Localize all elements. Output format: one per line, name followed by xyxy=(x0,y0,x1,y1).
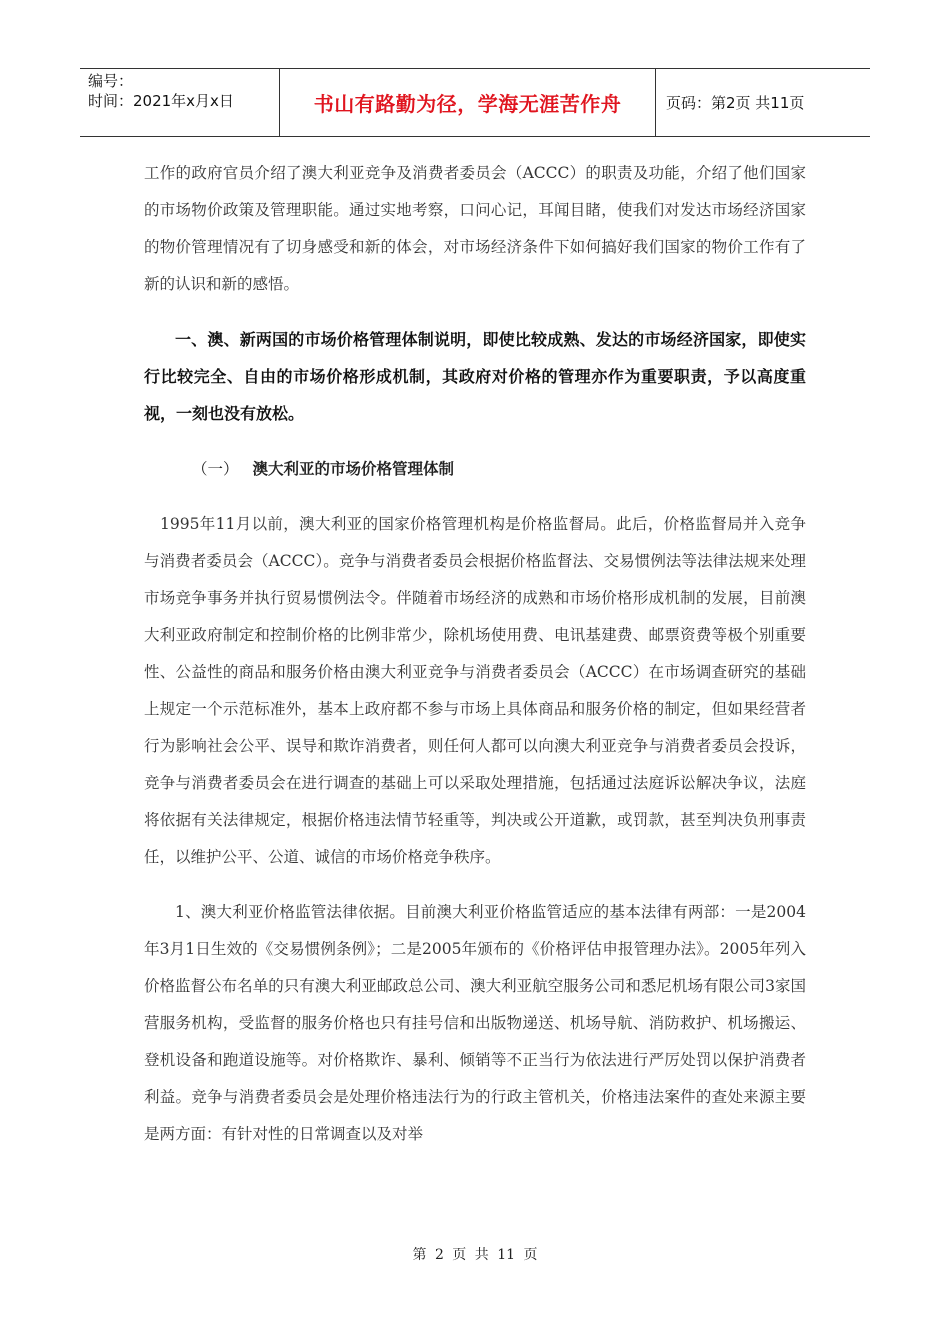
footer-page-number: 第 2 页 共 11 页 xyxy=(412,1247,538,1263)
header-motto-cell xyxy=(280,69,656,136)
paragraph-legal-basis: 1、澳大利亚价格监管法律依据。目前澳大利亚价格监管适应的基本法律有两部：一是2004年3月1日生效的《交易惯例条例》；二是2005年颁布的《价格评估申报管理办法》。2005年列入价格监督公布名单的只有澳大利亚邮政总公司、澳大利亚航空服务公司和悉尼机场有限公司3家国营服务机构，受监督的服务价格也只有挂号信和出版物递送、机场导航、消防救护、机场搬运、登机设备和跑道设施等。对价格欺诈、暴利、倾销等不正当行为依法进行严厉处罚以保护消费者利益。竞争与消费者委员会是处理价格违法行为的行政主管机关，价格违法案件的查处来源主要是两方面：有针对性的日常调查以及对举 xyxy=(144,903,806,1143)
header-page-info xyxy=(656,69,870,136)
page-footer xyxy=(0,1244,950,1264)
document-body xyxy=(144,155,806,1153)
header-motto: 书山有路勤为径，学海无涯苦作舟 xyxy=(313,92,622,116)
header-meta xyxy=(80,69,280,136)
subsection-title: 澳大利亚的市场价格管理体制 xyxy=(252,459,455,478)
section-heading-1: 一、澳、新两国的市场价格管理体制说明，即使比较成熟、发达的市场经济国家，即使实行比较完全、自由的市场价格形成机制，其政府对价格的管理亦作为重要职责，予以高度重视，一刻也没有放松。 xyxy=(144,330,806,423)
document-time-label: 时间：2021年x月x日 xyxy=(88,92,234,110)
subsection-number: （一） xyxy=(192,460,239,478)
page-info-text: 页码：第2页 共11页 xyxy=(666,94,805,112)
subsection-heading xyxy=(144,450,806,488)
page-header xyxy=(80,68,870,137)
document-number-label: 编号： xyxy=(88,72,134,90)
paragraph-australia-system: 1995年11月以前，澳大利亚的国家价格管理机构是价格监督局。此后，价格监督局并入竞争与消费者委员会（ACCC）。竞争与消费者委员会根据价格监督法、交易惯例法等法律法规来处理市场竞争事务并执行贸易惯例法令。伴随着市场经济的成熟和市场价格形成机制的发展，目前澳大利亚政府制定和控制价格的比例非常少，除机场使用费、电讯基建费、邮票资费等极个别重要性、公益性的商品和服务价格由澳大利亚竞争与消费者委员会（ACCC）在市场调查研究的基础上规定一个示范标准外，基本上政府都不参与市场上具体商品和服务价格的制定，但如果经营者行为影响社会公平、误导和欺诈消费者，则任何人都可以向澳大利亚竞争与消费者委员会投诉，竞争与消费者委员会在进行调查的基础上可以采取处理措施，包括通过法庭诉讼解决争议，法庭将依据有关法律规定，根据价格违法情节轻重等，判决或公开道歉，或罚款，甚至判决负刑事责任，以维护公平、公道、诚信的市场价格竞争秩序。 xyxy=(144,515,806,866)
paragraph-intro: 工作的政府官员介绍了澳大利亚竞争及消费者委员会（ACCC）的职责及功能，介绍了他们国家的市场物价政策及管理职能。通过实地考察，口问心记，耳闻目睹，使我们对发达市场经济国家的物价管理情况有了切身感受和新的体会，对市场经济条件下如何搞好我们国家的物价工作有了新的认识和新的感悟。 xyxy=(144,164,806,293)
